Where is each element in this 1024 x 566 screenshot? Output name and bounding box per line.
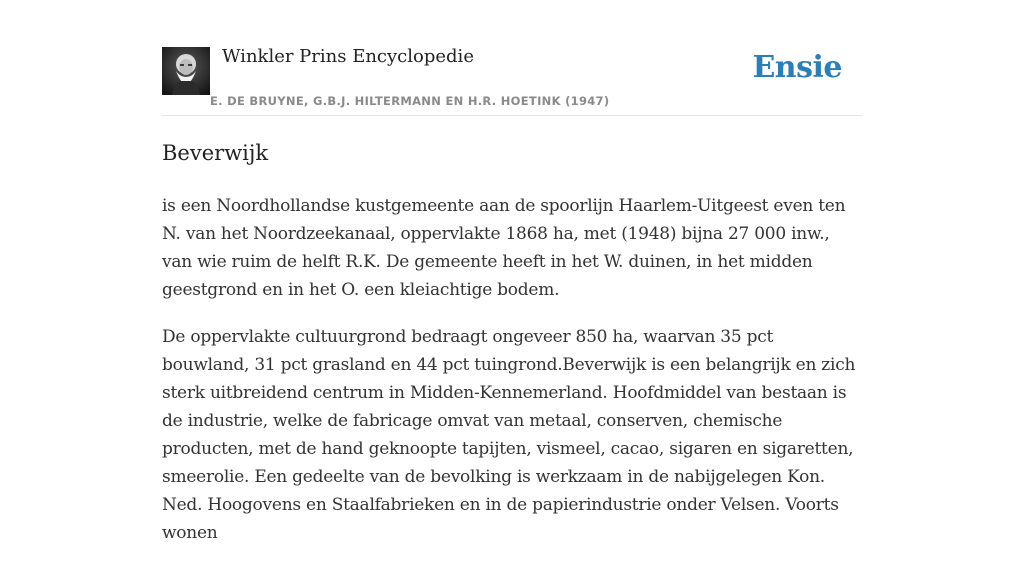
page-container: [162, 0, 862, 543]
author-avatar-icon[interactable]: [162, 47, 210, 95]
entry-paragraph: is een Noordhollandse kustgemeente aan de spoorlijn Haarlem-Uitgeest even ten N. van het Noordzeekanaal, oppervlakte 1868 ha, met (1948) bijna 27 000 inw., van wie ruim de helft R.K. De gemeente heeft in het W. duinen, in het midden geestgrond en in het O. een kleiachtige bodem.: [162, 196, 846, 300]
site-title-link[interactable]: Winkler Prins Encyclopedie: [222, 46, 474, 67]
ensie-logo-link[interactable]: Ensie: [752, 50, 842, 85]
bearded-man-portrait-icon: [162, 47, 210, 95]
site-header: [162, 0, 862, 116]
author-byline: E. DE BRUYNE, G.B.J. HILTERMANN EN H.R. HOETINK (1947): [210, 94, 610, 108]
entry-paragraph: De oppervlakte cultuurgrond bedraagt ongeveer 850 ha, waarvan 35 pct bouwland, 31 pct grasland en 44 pct tuingrond.Beverwijk is een belangrijk en zich sterk uitbreidend centrum in Midden-Kennemerland. Hoofdmiddel van bestaan is de industrie, welke de fabricage omvat van metaal, conserven, chemische producten, met de hand geknoopte tapijten, vismeel, cacao, sigaren en sigaretten, smeerolie. Een gedeelte van de bevolking is werkzaam in de nabijgelegen Kon. Ned. Hoogovens en Staalfabrieken en in de papierindustrie onder Velsen. Voorts wonen: [162, 327, 856, 543]
entry-body: [162, 192, 862, 566]
entry-title: Beverwijk: [162, 141, 269, 165]
